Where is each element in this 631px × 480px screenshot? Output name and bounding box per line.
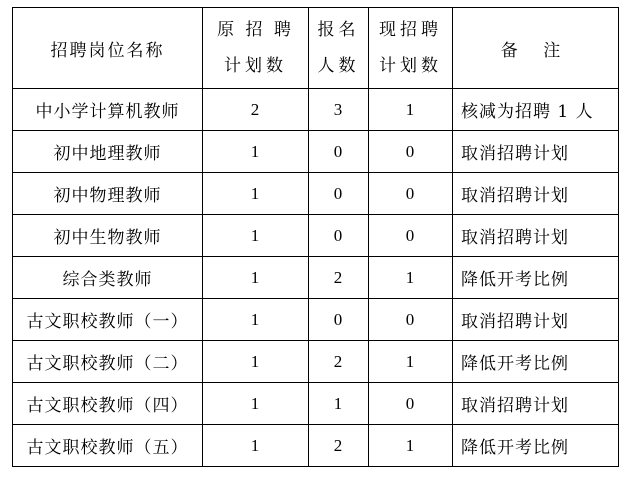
original-plan-cell: 1 [203, 131, 309, 173]
note-cell: 降低开考比例 [453, 341, 619, 383]
current-plan-cell: 0 [369, 299, 453, 341]
table-row [13, 299, 619, 341]
note-cell: 取消招聘计划 [453, 131, 619, 173]
original-plan-cell: 1 [203, 341, 309, 383]
applicants-cell: 2 [309, 341, 369, 383]
header-original-plan-line2: 计划数 [224, 56, 287, 76]
header-original-plan-line1: 原 招 聘 [217, 20, 294, 40]
table-row [13, 173, 619, 215]
original-plan-cell: 1 [203, 257, 309, 299]
current-plan-cell: 0 [369, 173, 453, 215]
applicants-cell: 0 [309, 215, 369, 257]
table-row [13, 215, 619, 257]
original-plan-cell: 1 [203, 425, 309, 467]
note-cell: 取消招聘计划 [453, 215, 619, 257]
note-cell: 降低开考比例 [453, 425, 619, 467]
current-plan-cell: 0 [369, 215, 453, 257]
header-applicants-line1: 报名 [317, 20, 360, 40]
header-position-name-label: 招聘岗位名称 [50, 40, 165, 61]
position-name-cell: 古文职校教师（四） [13, 383, 203, 425]
header-applicants [309, 8, 369, 89]
current-plan-cell: 1 [369, 89, 453, 131]
header-applicants-line2: 人数 [317, 56, 360, 76]
applicants-cell: 1 [309, 383, 369, 425]
header-current-plan-line1: 现招聘 [379, 20, 442, 40]
position-name-cell: 综合类教师 [13, 257, 203, 299]
table-row [13, 257, 619, 299]
current-plan-cell: 0 [369, 131, 453, 173]
table-row [13, 131, 619, 173]
table-row [13, 89, 619, 131]
applicants-cell: 2 [309, 425, 369, 467]
header-note-label: 备 注 [500, 40, 571, 61]
header-original-plan [203, 8, 309, 89]
header-note [453, 8, 619, 89]
original-plan-cell: 1 [203, 383, 309, 425]
current-plan-cell: 1 [369, 425, 453, 467]
applicants-cell: 3 [309, 89, 369, 131]
position-name-cell: 古文职校教师（二） [13, 341, 203, 383]
position-name-cell: 中小学计算机教师 [13, 89, 203, 131]
position-name-cell: 古文职校教师（五） [13, 425, 203, 467]
current-plan-cell: 1 [369, 341, 453, 383]
recruitment-adjustment-table [12, 7, 619, 467]
position-name-cell: 初中生物教师 [13, 215, 203, 257]
note-cell: 核减为招聘 1 人 [453, 89, 619, 131]
header-position-name [13, 8, 203, 89]
header-current-plan [369, 8, 453, 89]
position-name-cell: 初中地理教师 [13, 131, 203, 173]
current-plan-cell: 0 [369, 383, 453, 425]
position-name-cell: 初中物理教师 [13, 173, 203, 215]
position-name-cell: 古文职校教师（一） [13, 299, 203, 341]
note-cell: 取消招聘计划 [453, 173, 619, 215]
note-cell: 降低开考比例 [453, 257, 619, 299]
applicants-cell: 0 [309, 299, 369, 341]
applicants-cell: 0 [309, 173, 369, 215]
current-plan-cell: 1 [369, 257, 453, 299]
original-plan-cell: 2 [203, 89, 309, 131]
original-plan-cell: 1 [203, 173, 309, 215]
header-current-plan-line2: 计划数 [379, 56, 442, 76]
original-plan-cell: 1 [203, 215, 309, 257]
original-plan-cell: 1 [203, 299, 309, 341]
table-row [13, 425, 619, 467]
table-row [13, 383, 619, 425]
table-header-row [13, 8, 619, 89]
applicants-cell: 2 [309, 257, 369, 299]
applicants-cell: 0 [309, 131, 369, 173]
note-cell: 取消招聘计划 [453, 299, 619, 341]
note-cell: 取消招聘计划 [453, 383, 619, 425]
table-row [13, 341, 619, 383]
